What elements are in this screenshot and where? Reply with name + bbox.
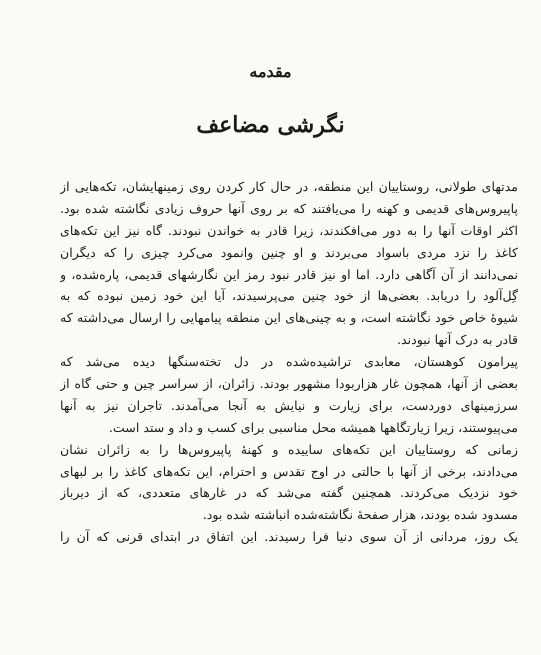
text-line: مدتهای طولانی، روستاییان این منطقه، در حال کار کردن روی زمینهایشان، تکه‌هایی از — [60, 179, 518, 194]
text-line: زمانی که روستاییان این تکه‌های ساییده و کهنهٔ پاپیروس‌ها را به زائران نشان — [60, 441, 518, 457]
text-line: سرزمینهای دوردست، برای زیارت و نیایش به آنجا می‌آمدند. تاجران نیز به آنها — [60, 397, 518, 413]
text-line: خود نزدیک می‌کردند. همچنین گفته می‌شد که در غارهای متعددی، که از دیرباز — [60, 485, 518, 501]
chapter-label: مقدمه — [249, 62, 292, 81]
text-line: قادر به درک آنها نبودند. — [397, 332, 518, 348]
body-text — [60, 176, 518, 548]
text-line: پیرامون کوهستان، معابدی تراشیده‌شده در دل تخته‌سنگها دیده می‌شد که — [60, 354, 518, 370]
text-line: بعضی از آنها، همچون غار هزاربودا مشهور بودند. زائران، از سراسر چین و حتی گاه از — [60, 376, 518, 392]
text-line: می‌پیوستند، زیرا زیارتگاهها همیشه محل مناسبی برای کسب و داد و ستد است. — [108, 419, 518, 435]
text-line: گِل‌آلود را دریابد. بعضی‌ها از خود چنین می‌پرسیدند، آیا این خود زمین نبوده که به — [60, 288, 518, 304]
text-line: می‌دادند، برخی از آنها با حالتی در اوج تقدس و احترام، این تکه‌های کاغذ را بر لبهای — [60, 463, 518, 479]
text-line: کاغذ را نزد مردی باسواد می‌بردند و او چنین وانمود می‌کرد چیزی را که دیگران — [60, 244, 518, 260]
text-line: اکثر اوقات آنها را به دور می‌افکندند، زیرا قادر به خواندن نبودند. گاه نیز این تکه‌های — [60, 222, 518, 238]
text-line: پاپیروس‌های قدیمی و کهنه را می‌یافتند که بر روی آنها حروف زیادی نگاشته شده بود. — [60, 200, 518, 216]
text-line: مسدود شده بودند، هزار صفحهٔ نگاشته‌شده انباشته شده بود. — [202, 507, 518, 523]
chapter-title: نگرشی مضاعف — [196, 112, 345, 138]
text-line: یک روز، مردانی از آن سوی دنیا فرا رسیدند. این اتفاق در ابتدای قرنی که آن را — [60, 529, 518, 545]
text-line: شیوهٔ خاص خود نگاشته است، و به چینی‌های این منطقه پیامهایی را ارسال می‌داشته که — [60, 310, 518, 326]
text-line: نمی‌دانند از آن آگاهی دارد. اما او نیز قادر نبود رمز این نگارشهای قدیمی، پاره‌شده، و — [60, 266, 518, 282]
